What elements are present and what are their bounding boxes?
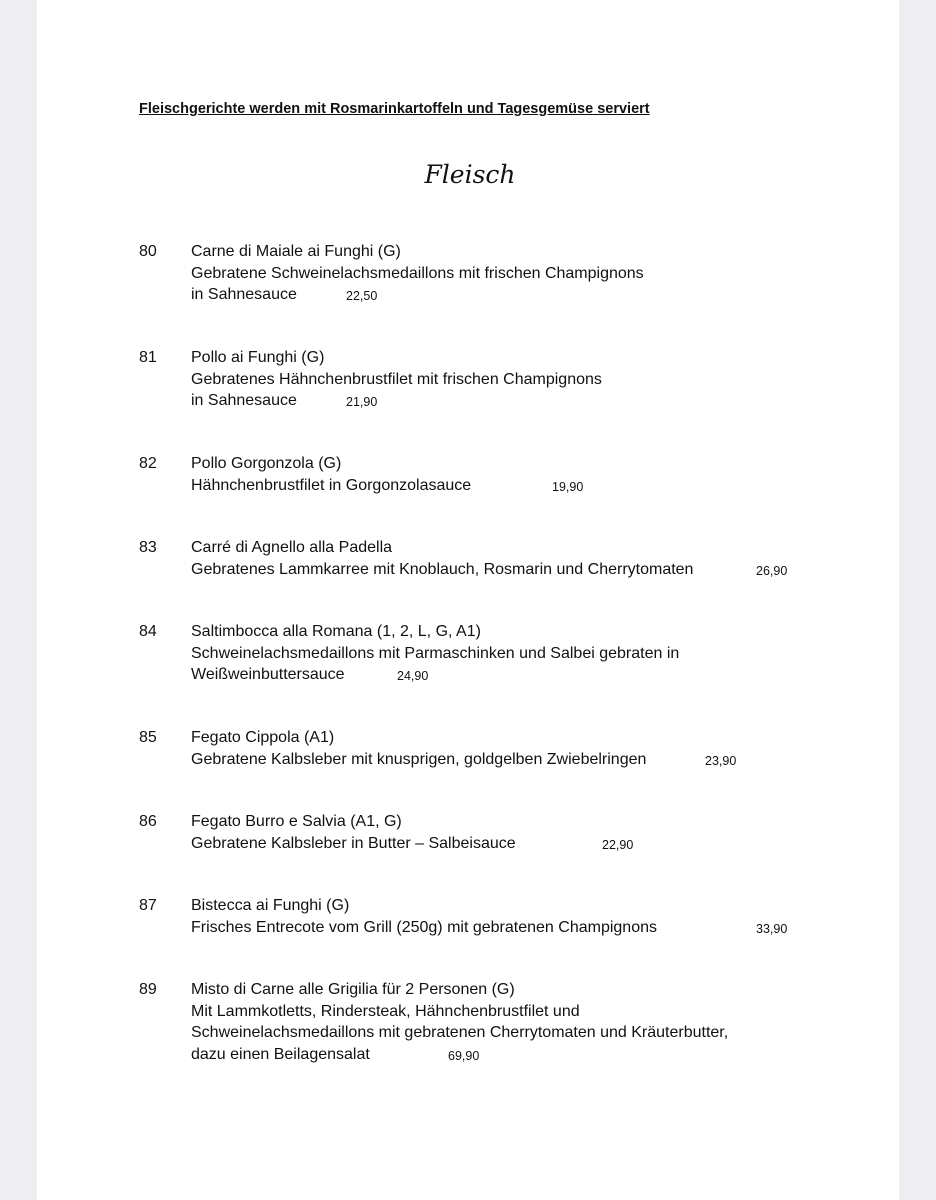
item-description: Frisches Entrecote vom Grill (250g) mit gebratenen Champignons [191,918,657,936]
item-number: 87 [139,897,157,914]
item-number: 82 [139,455,157,472]
item-number: 80 [139,243,157,260]
item-description: Mit Lammkotletts, Rindersteak, Hähnchenbrustfilet und [191,1002,580,1020]
item-price: 21,90 [346,395,378,409]
item-description: in Sahnesauce [191,392,297,409]
item-description: Schweinelachsmedaillons mit Parmaschinken und Salbei gebraten in [191,644,680,662]
item-description: dazu einen Beilagensalat [191,1045,370,1063]
item-description: Gebratene Kalbsleber in Butter – Salbeisauce [191,834,516,852]
item-description: Weißweinbuttersauce [191,666,345,683]
item-name: Carré di Agnello alla Padella [191,539,393,556]
item-name: Misto di Carne alle Grigilia für 2 Personen (G) [191,981,515,998]
item-name: Fegato Cippola (A1) [191,729,335,746]
item-name: Carne di Maiale ai Funghi (G) [191,243,401,260]
item-price: 22,90 [602,837,634,852]
item-price: 26,90 [756,563,788,578]
menu-page [37,0,899,1200]
item-price: 69,90 [448,1048,480,1063]
item-number: 83 [139,539,157,556]
item-price: 33,90 [756,921,788,936]
item-description: Schweinelachsmedaillons mit gebratenen Cherrytomaten und Kräuterbutter, [191,1024,729,1041]
item-description: Gebratene Schweinelachsmedaillons mit frischen Champignons [191,264,644,282]
item-price: 23,90 [705,753,737,768]
item-name: Fegato Burro e Salvia (A1, G) [191,813,402,830]
item-price: 22,50 [346,289,378,303]
item-price: 24,90 [397,669,429,683]
item-number: 84 [139,623,157,640]
section-title: Fleisch [424,160,516,189]
item-number: 85 [139,729,157,746]
item-price: 19,90 [552,479,584,494]
item-number: 86 [139,813,157,830]
item-number: 81 [139,349,157,366]
item-name: Pollo ai Funghi (G) [191,349,325,366]
item-name: Saltimbocca alla Romana (1, 2, L, G, A1) [191,623,481,640]
item-description: in Sahnesauce [191,286,297,303]
item-description: Gebratenes Hähnchenbrustfilet mit frischen Champignons [191,370,602,388]
item-description: Gebratene Kalbsleber mit knusprigen, goldgelben Zwiebelringen [191,750,647,768]
item-number: 89 [139,981,157,998]
item-description: Gebratenes Lammkarree mit Knoblauch, Rosmarin und Cherrytomaten [191,560,694,578]
header-note: Fleischgerichte werden mit Rosmarinkartoffeln und Tagesgemüse serviert [139,101,650,117]
item-description: Hähnchenbrustfilet in Gorgonzolasauce [191,476,472,494]
item-name: Bistecca ai Funghi (G) [191,897,350,914]
item-name: Pollo Gorgonzola (G) [191,455,342,472]
